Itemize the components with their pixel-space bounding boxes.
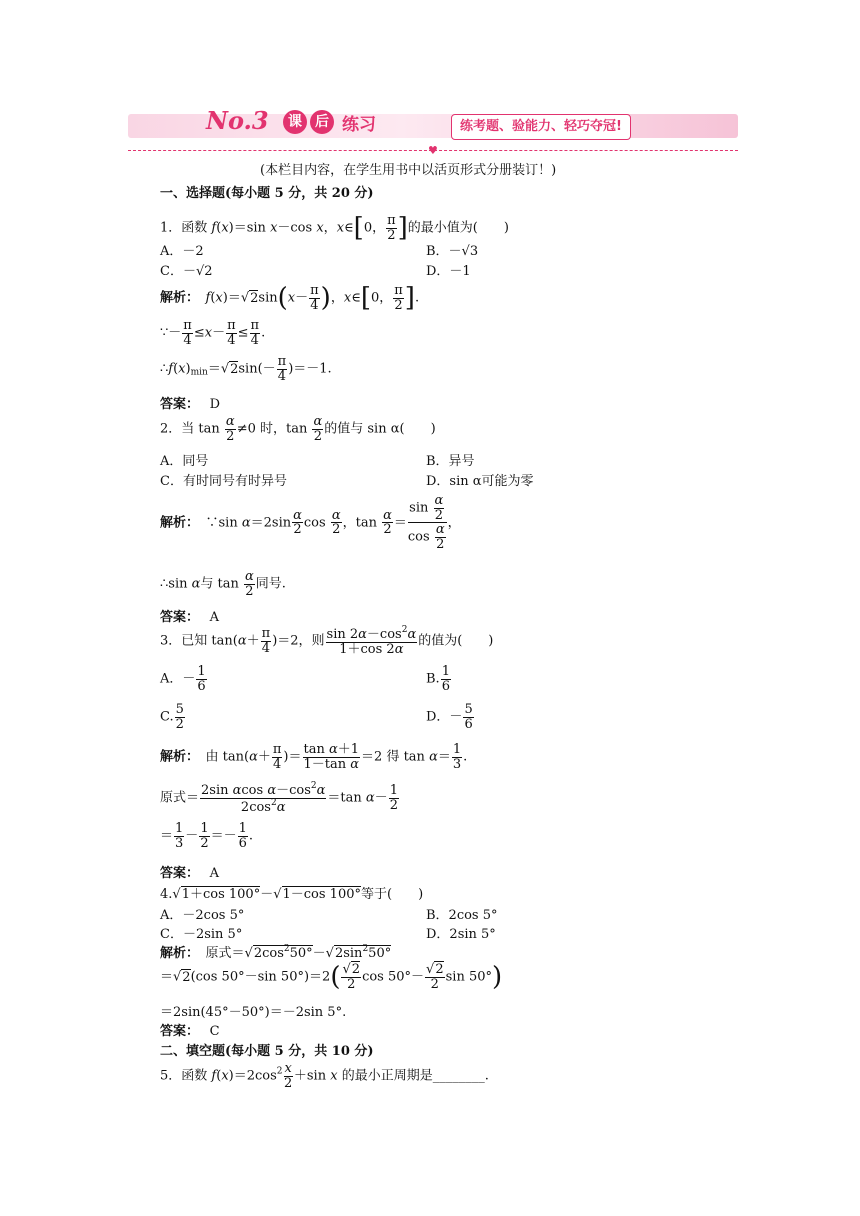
q1-option-b: B．－√3 xyxy=(426,244,479,259)
q3-stem: 3．已知 tan(α＋ $\frac{\pi}{4}$ )＝2，则 $\frac{\sin 2\alpha-\cos^2\alpha}{1+\cos 2\alpha}$ 的值为( ) xyxy=(160,625,494,657)
q2-analysis-line2: ∴sin α与 tan $\frac{\alpha}{2}$ 同号. xyxy=(160,569,286,599)
q2-analysis-line1: 解析： ∵sin α＝2sin $\frac{\alpha}{2}$ cos $\frac{\alpha}{2}$ ，tan $\frac{\alpha}{2}$ ＝ sin $\frac{\alpha}{2}$ cos $\frac{\alpha}{2}$ ， xyxy=(160,493,461,552)
q4-option-c: C．－2sin 5° xyxy=(160,927,243,942)
tag-hou: 后 xyxy=(310,110,334,134)
q4-option-d: D．2sin 5° xyxy=(426,927,496,942)
q1-answer: 答案： D xyxy=(160,397,221,412)
q3-option-c: C. $\frac{5}{2}$ xyxy=(160,702,184,732)
q4-option-b: B．2cos 5° xyxy=(426,908,498,923)
q2-option-c: C．有时同号有时异号 xyxy=(160,474,287,489)
binding-notice: (本栏目内容，在学生用书中以活页形式分册装订！) xyxy=(260,163,557,178)
q1-analysis-line3: $\therefore f(x)_{min}=√2\sin(-$ $\frac{\pi}{4}$ )＝－1. xyxy=(160,354,332,384)
q3-option-d: D．－ $\frac{5}{6}$ xyxy=(426,702,473,732)
q3-analysis-line2: 原式＝ $\frac{2\sin \alpha\cos \alpha-\cos^2\alpha}{2\cos^2\alpha}$ ＝tan α－ $\frac{1}{2}$ xyxy=(160,781,398,815)
section-choice-title: 一、选择题(每小题 5 分，共 20 分) xyxy=(160,186,374,201)
q1-option-c: C．－√2 xyxy=(160,264,213,279)
q4-option-a: A．－2cos 5° xyxy=(160,908,245,923)
section-fill-title: 二、填空题(每小题 5 分，共 10 分) xyxy=(160,1044,374,1059)
q4-answer: 答案： C xyxy=(160,1024,220,1039)
q1-option-d: D．－1 xyxy=(426,264,471,279)
q2-option-d: D．sin α可能为零 xyxy=(426,474,534,489)
q1-stem: 1．函数 f(x)＝sin x－cos x，x∈[0， $\frac{\pi}{2}$ ]的最小值为( ) xyxy=(160,212,509,243)
tag-ke: 课 xyxy=(283,110,307,134)
q4-analysis-line3: ＝2sin(45°－50°)＝－2sin 5°. xyxy=(160,1005,347,1020)
q3-answer: 答案： A xyxy=(160,866,220,881)
q3-analysis-line1: 解析： 由 tan(α＋ $\frac{\pi}{4}$ )＝ $\frac{\text{tan α＋1}}{\text{1－tan α}}$ ＝2 得 tan α＝ $\frac{1}{3}$ . xyxy=(160,742,468,772)
section-number: No.3 xyxy=(206,106,269,135)
q4-analysis-line2: ＝√2(cos 50°－sin 50°)＝2( $\frac{√2}{2}$ cos 50°－ $\frac{√2}{2}$ sin 50°) xyxy=(160,961,503,992)
header-banner xyxy=(128,104,738,148)
heart-icon: ♥ xyxy=(428,144,438,157)
practice-label: 练习 xyxy=(342,115,376,135)
q1-analysis-line2: ∵－ $\frac{\pi}{4}$ ≤x－ $\frac{\pi}{4}$ ≤ $\frac{\pi}{4}$ . xyxy=(160,318,266,348)
q5-stem: 5．函数 $f(x)=2\cos^2$ $\frac{x}{2}$ ＋sin x 的最小正周期是________. xyxy=(160,1061,489,1091)
q2-option-a: A．同号 xyxy=(160,454,209,469)
q2-answer: 答案： A xyxy=(160,610,220,625)
q3-option-a: A．－ $\frac{1}{6}$ xyxy=(160,664,206,694)
q1-option-a: A．－2 xyxy=(160,244,204,259)
q3-analysis-line3: ＝ $\frac{1}{3}$ － $\frac{1}{2}$ ＝－ $\frac{1}{6}$ . xyxy=(160,821,254,851)
q4-stem: 4.√1＋cos 100°－√1－cos 100°等于( ) xyxy=(160,887,424,902)
q2-option-b: B．异号 xyxy=(426,454,475,469)
q1-analysis-line1: 解析： f(x)＝√2sin(x－ $\frac{\pi}{4}$ )，x∈[0， $\frac{\pi}{2}$ ]. xyxy=(160,282,420,313)
q3-option-b: B. $\frac{1}{6}$ xyxy=(426,664,450,694)
q2-stem: 2．当 tan $\frac{\alpha}{2}$ ≠0 时，tan $\frac{\alpha}{2}$ 的值与 sin α( ) xyxy=(160,414,436,444)
slogan: 练考题、验能力、轻巧夺冠! xyxy=(451,114,631,140)
q4-analysis-line1: 解析： 原式$=√2\cos^250^\circ-√2\sin^250^\circ$ xyxy=(160,944,392,961)
